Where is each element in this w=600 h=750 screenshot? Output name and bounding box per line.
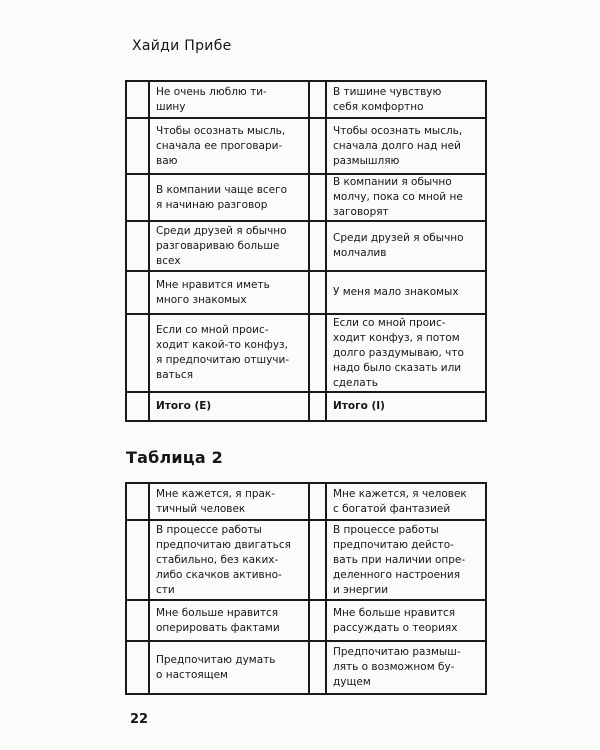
answer-box-sensing[interactable] — [126, 483, 149, 520]
statement-sensing: Мне больше нравится оперировать фактами — [149, 600, 309, 641]
answer-box-introvert[interactable] — [309, 271, 326, 314]
statement-introvert: Если со мной проис- ходит конфуз, я потом долго раздумываю, что надо было сказать или сделать — [326, 314, 486, 392]
statement-intuition: Предпочитаю размыш- лять о возможном бу- дущем — [326, 641, 486, 694]
answer-box-introvert[interactable] — [309, 221, 326, 271]
total-box-introvert[interactable] — [309, 392, 326, 421]
statement-introvert: У меня мало знакомых — [326, 271, 486, 314]
table-2-title: Таблица 2 — [126, 448, 223, 467]
total-label-introvert: Итого (I) — [326, 392, 486, 421]
answer-box-intuition[interactable] — [309, 641, 326, 694]
table-row — [126, 221, 486, 271]
answer-box-sensing[interactable] — [126, 600, 149, 641]
table-row — [126, 118, 486, 174]
statement-introvert: В тишине чувствую себя комфортно — [326, 81, 486, 118]
answer-box-introvert[interactable] — [309, 174, 326, 221]
answer-box-extravert[interactable] — [126, 81, 149, 118]
statement-extravert: Если со мной проис- ходит какой-то конфуз, я предпочитаю отшучи- ваться — [149, 314, 309, 392]
statement-extravert: Мне нравится иметь много знакомых — [149, 271, 309, 314]
answer-box-introvert[interactable] — [309, 81, 326, 118]
table-row — [126, 271, 486, 314]
answer-box-extravert[interactable] — [126, 118, 149, 174]
table-row — [126, 520, 486, 600]
statement-sensing: Предпочитаю думать о настоящем — [149, 641, 309, 694]
answer-box-intuition[interactable] — [309, 600, 326, 641]
table-row — [126, 641, 486, 694]
statement-extravert: В компании чаще всего я начинаю разговор — [149, 174, 309, 221]
total-box-extravert[interactable] — [126, 392, 149, 421]
table-row — [126, 174, 486, 221]
statement-sensing: В процессе работы предпочитаю двигаться стабильно, без каких- либо скачков активно- сти — [149, 520, 309, 600]
answer-box-extravert[interactable] — [126, 271, 149, 314]
table-row — [126, 483, 486, 520]
statement-sensing: Мне кажется, я прак- тичный человек — [149, 483, 309, 520]
statement-intuition: Мне кажется, я человек с богатой фантазией — [326, 483, 486, 520]
statement-extravert: Среди друзей я обычно разговариваю больше всех — [149, 221, 309, 271]
answer-box-sensing[interactable] — [126, 520, 149, 600]
statement-intuition: Мне больше нравится рассуждать о теориях — [326, 600, 486, 641]
statement-intuition: В процессе работы предпочитаю дейсто- вать при наличии опре- деленного настроения и энергии — [326, 520, 486, 600]
answer-box-intuition[interactable] — [309, 483, 326, 520]
running-header-author: Хайди Прибе — [132, 38, 232, 54]
page-number: 22 — [130, 712, 149, 727]
statement-extravert: Не очень люблю ти- шину — [149, 81, 309, 118]
answer-box-extravert[interactable] — [126, 174, 149, 221]
statement-introvert: Среди друзей я обычно молчалив — [326, 221, 486, 271]
table-1 — [125, 80, 487, 422]
answer-box-extravert[interactable] — [126, 221, 149, 271]
answer-box-introvert[interactable] — [309, 314, 326, 392]
total-label-extravert: Итого (E) — [149, 392, 309, 421]
table-2 — [125, 482, 487, 695]
answer-box-introvert[interactable] — [309, 118, 326, 174]
answer-box-sensing[interactable] — [126, 641, 149, 694]
table-row — [126, 81, 486, 118]
answer-box-intuition[interactable] — [309, 520, 326, 600]
table-row-total — [126, 392, 486, 421]
answer-box-extravert[interactable] — [126, 314, 149, 392]
table-row — [126, 600, 486, 641]
statement-introvert: В компании я обычно молчу, пока со мной не заговорят — [326, 174, 486, 221]
statement-introvert: Чтобы осознать мысль, сначала долго над ней размышляю — [326, 118, 486, 174]
table-row — [126, 314, 486, 392]
statement-extravert: Чтобы осознать мысль, сначала ее проговари- ваю — [149, 118, 309, 174]
